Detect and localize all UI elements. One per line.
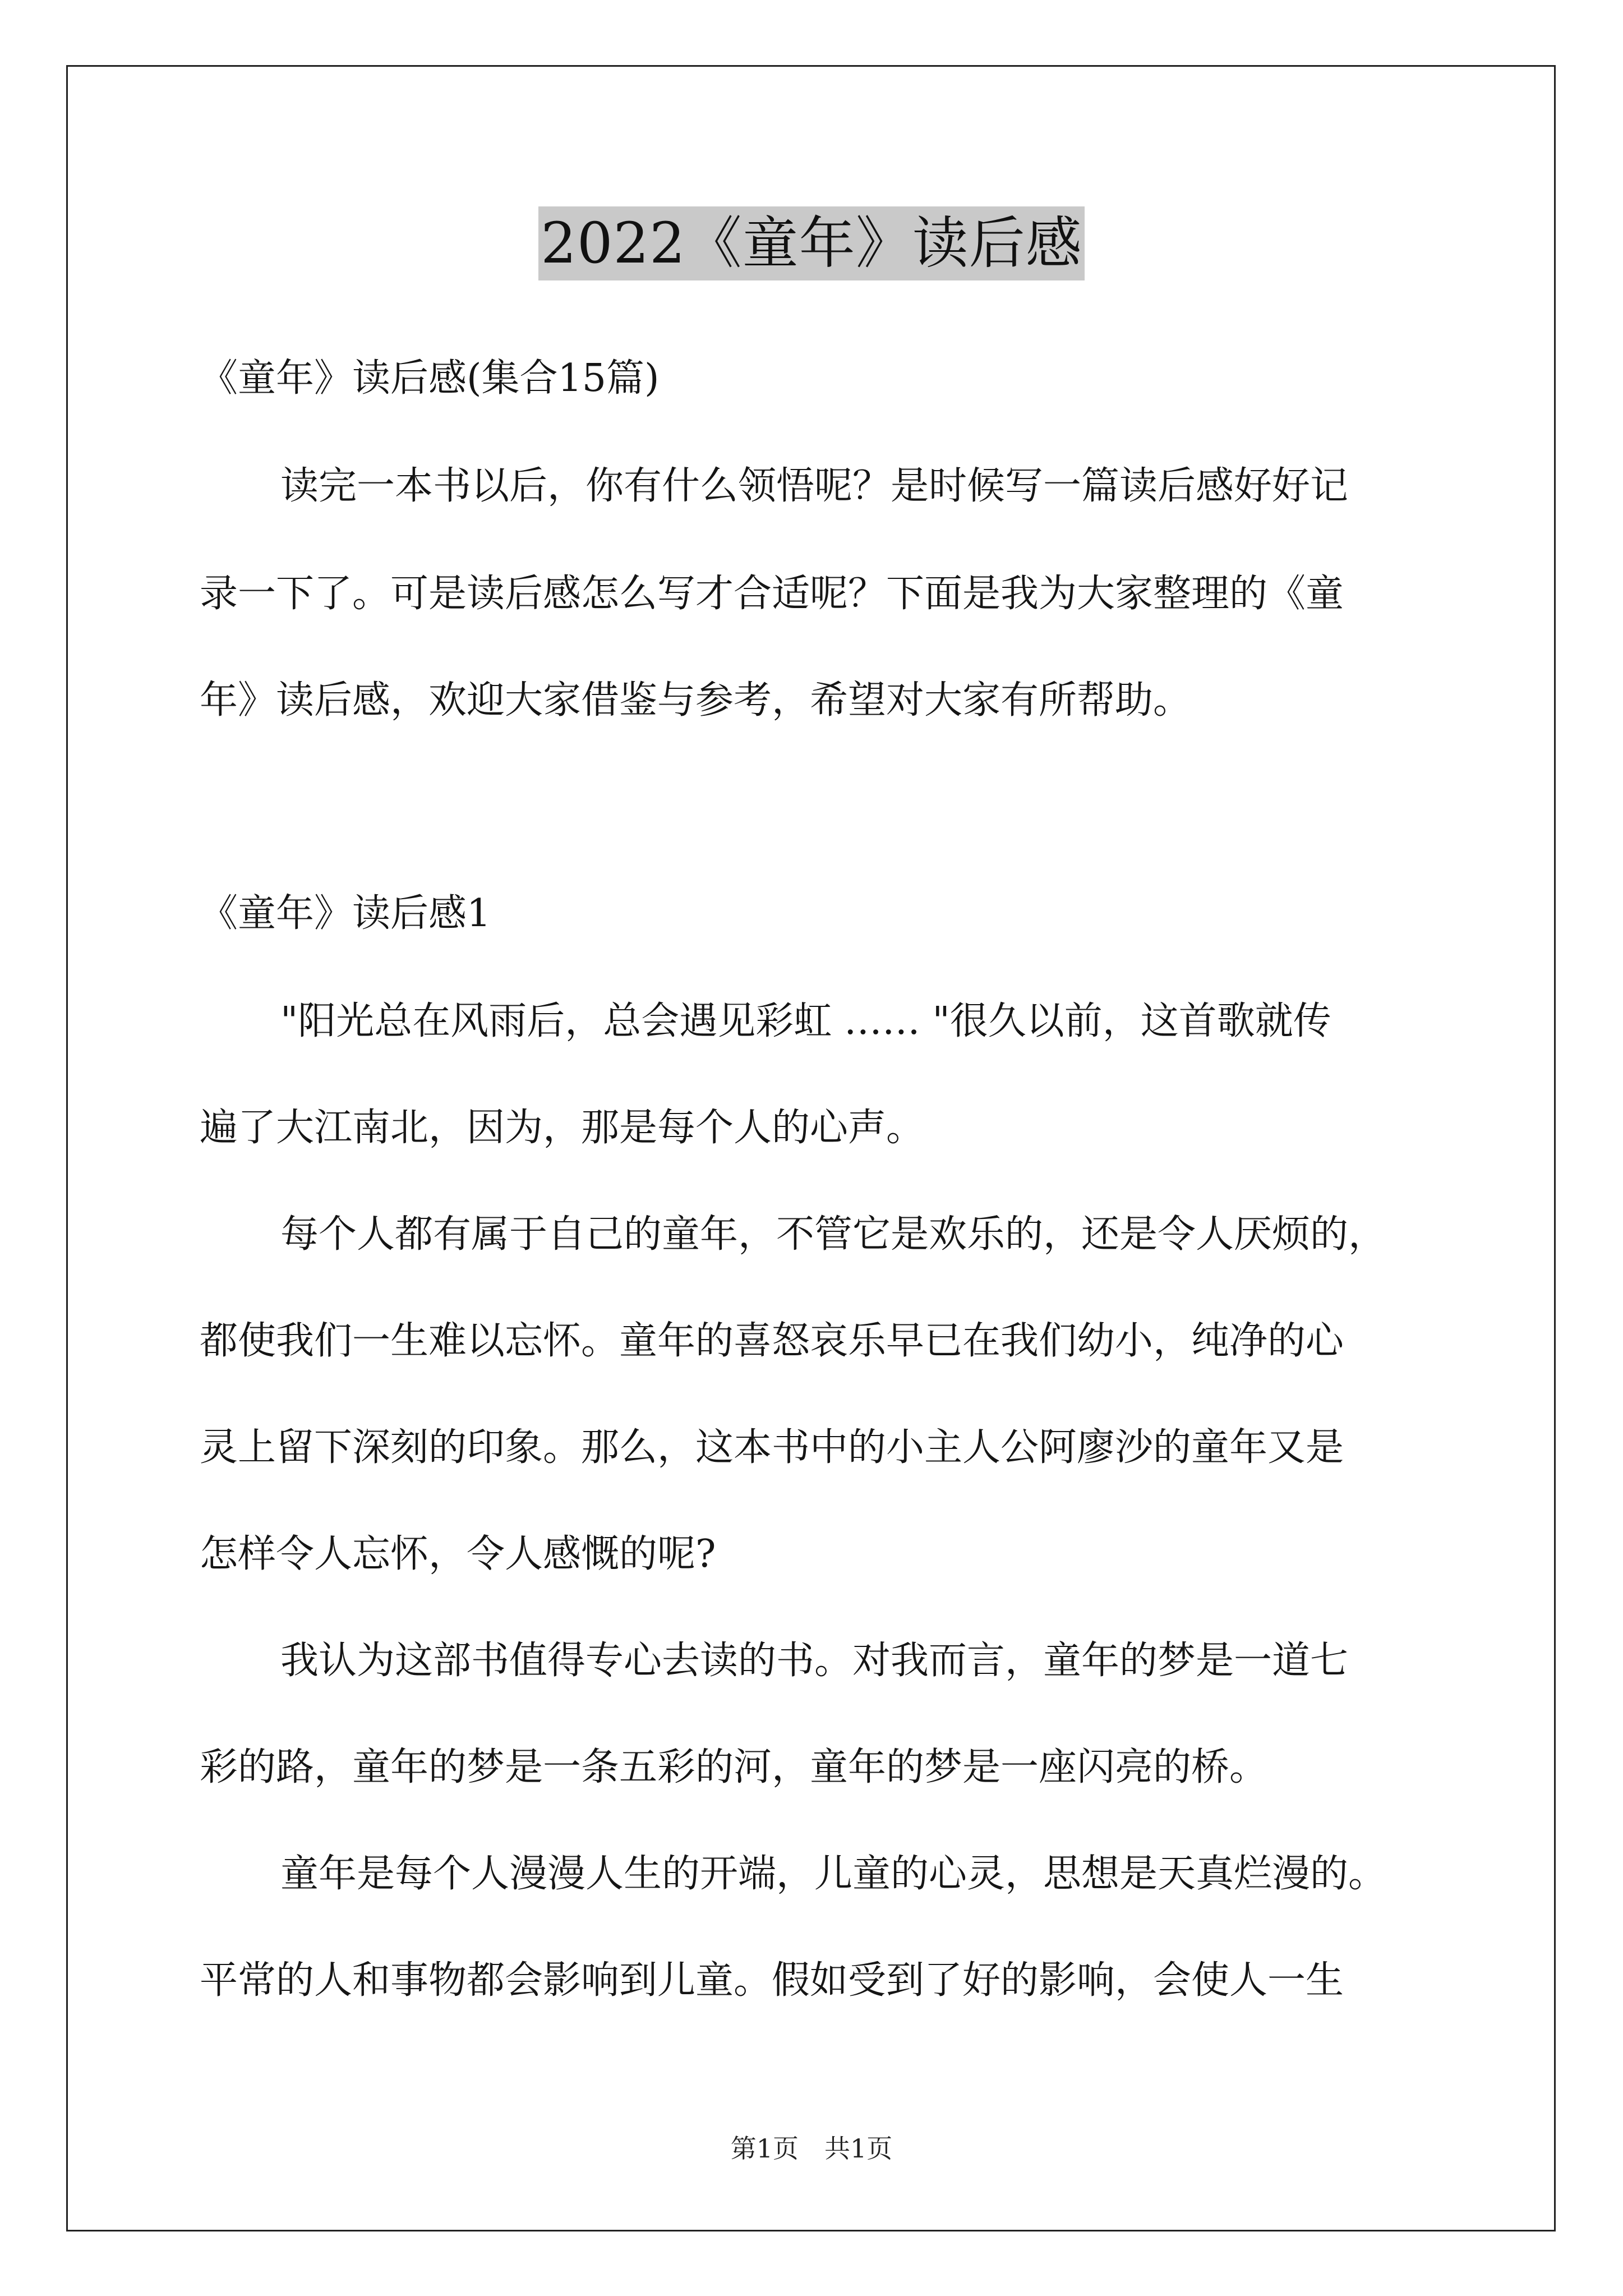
paragraph-1-line-2: 遍了大江南北，因为，那是每个人的心声。 xyxy=(200,1106,925,1150)
paragraph-1-line-1: "阳光总在风雨后，总会遇见彩虹 …… "很久以前，这首歌就传 xyxy=(280,999,1331,1043)
intro-line-2: 录一下了。可是读后感怎么写才合适呢？下面是我为大家整理的《童 xyxy=(200,572,1344,616)
intro-line-3: 年》读后感，欢迎大家借鉴与参考，希望对大家有所帮助。 xyxy=(200,678,1192,723)
paragraph-2-line-2: 都使我们一生难以忘怀。童年的喜怒哀乐早已在我们幼小，纯净的心 xyxy=(200,1319,1344,1363)
paragraph-2-line-4: 怎样令人忘怀，令人感慨的呢? xyxy=(200,1532,716,1576)
page-footer: 第1页 共1页 xyxy=(730,2133,893,2164)
paragraph-2-line-1: 每个人都有属于自己的童年，不管它是欢乐的，还是令人厌烦的， xyxy=(280,1212,1387,1257)
paragraph-4-line-2: 平常的人和事物都会影响到儿童。假如受到了好的影响，会使人一生 xyxy=(200,1958,1344,2003)
title-container xyxy=(0,206,1623,280)
intro-line-1: 读完一本书以后，你有什么领悟呢？是时候写一篇读后感好好记 xyxy=(280,464,1349,508)
paragraph-3-line-1: 我认为这部书值得专心去读的书。对我而言，童年的梦是一道七 xyxy=(280,1639,1349,1683)
document-subtitle: 《童年》读后感(集合15篇) xyxy=(200,356,660,401)
paragraph-3-line-2: 彩的路，童年的梦是一条五彩的河，童年的梦是一座闪亮的桥。 xyxy=(200,1745,1268,1789)
document-title: 2022《童年》读后感 xyxy=(538,206,1085,280)
paragraph-4-line-1: 童年是每个人漫漫人生的开端，儿童的心灵，思想是天真烂漫的。 xyxy=(280,1852,1387,1896)
section-heading: 《童年》读后感1 xyxy=(200,891,491,936)
paragraph-2-line-3: 灵上留下深刻的印象。那么，这本书中的小主人公阿廖沙的童年又是 xyxy=(200,1425,1344,1470)
